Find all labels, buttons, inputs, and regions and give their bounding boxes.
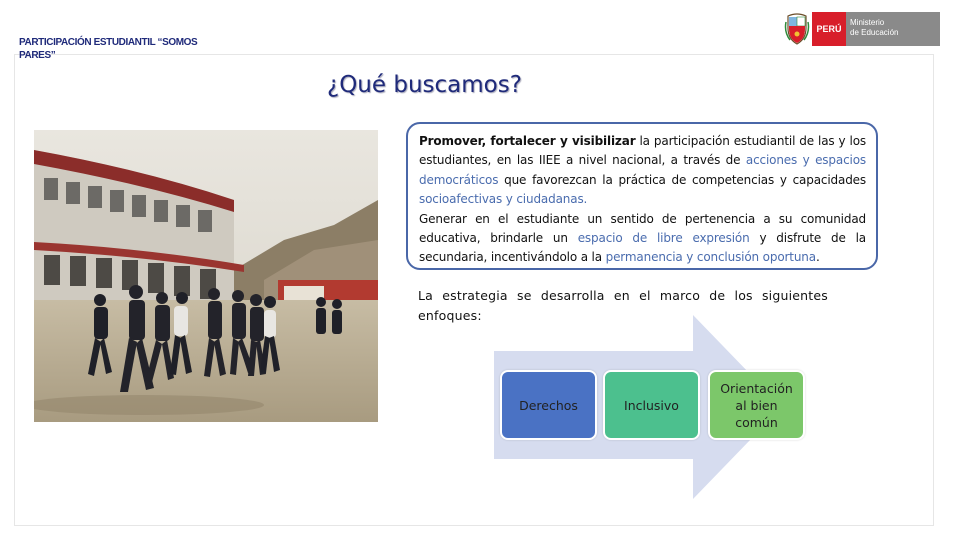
strategy-text: La estrategia se desarrolla en el marco de los siguientes enfoques: — [418, 288, 828, 323]
objective-1-text-b: que favorezcan la práctica de competencias y capacidades — [498, 172, 866, 187]
approach-label-derechos: Derechos — [519, 397, 578, 413]
students-schoolyard-image — [34, 130, 378, 422]
objective-1-highlight-b: socioafectivas y ciudadanas. — [419, 192, 588, 207]
ministry-line-2: de Educación — [850, 28, 899, 37]
peru-label: PERÚ — [812, 12, 846, 46]
objective-2-highlight-b: permanencia y conclusión oportuna — [605, 250, 816, 265]
objective-1-highlight-a: acciones y espacios democráticos — [419, 153, 867, 187]
peru-brand-box — [812, 12, 940, 46]
objective-2-highlight-a: espacio de libre expresión — [577, 231, 750, 246]
approach-label-bien-comun: Orientación al bien común — [720, 380, 793, 430]
objective-2-text-c: . — [815, 250, 820, 265]
objective-1-text-a: la participación estudiantil de las y los estudiantes, en las IIEE a nivel nacional, a través de — [419, 134, 866, 168]
approach-card-derechos — [500, 370, 597, 440]
main-heading: ¿Qué buscamos? — [327, 72, 522, 98]
header-title: PARTICIPACIÓN ESTUDIANTIL “SOMOS PARES” — [19, 37, 198, 61]
objective-paragraph-2 — [419, 210, 866, 268]
objective-paragraph-1 — [419, 132, 866, 210]
approach-label-inclusivo: Inclusivo — [624, 397, 679, 413]
objectives-box — [406, 122, 878, 270]
objective-2-text-a: Generar en el estudiante un sentido de pertenencia a su comunidad educativa, brindarle un — [419, 211, 866, 246]
national-crest-icon — [784, 12, 810, 46]
students-photo — [34, 130, 378, 422]
ministry-label — [850, 18, 898, 38]
ministry-line-1: Ministerio — [850, 18, 885, 27]
objective-2-text-b: y disfrute de la secundaria, incentivándolo a la — [419, 231, 866, 265]
ministry-logo — [784, 12, 940, 46]
approach-card-bien-comun — [708, 370, 805, 440]
approach-card-inclusivo — [603, 370, 700, 440]
objective-1-lead: Promover, fortalecer y visibilizar — [419, 134, 636, 148]
